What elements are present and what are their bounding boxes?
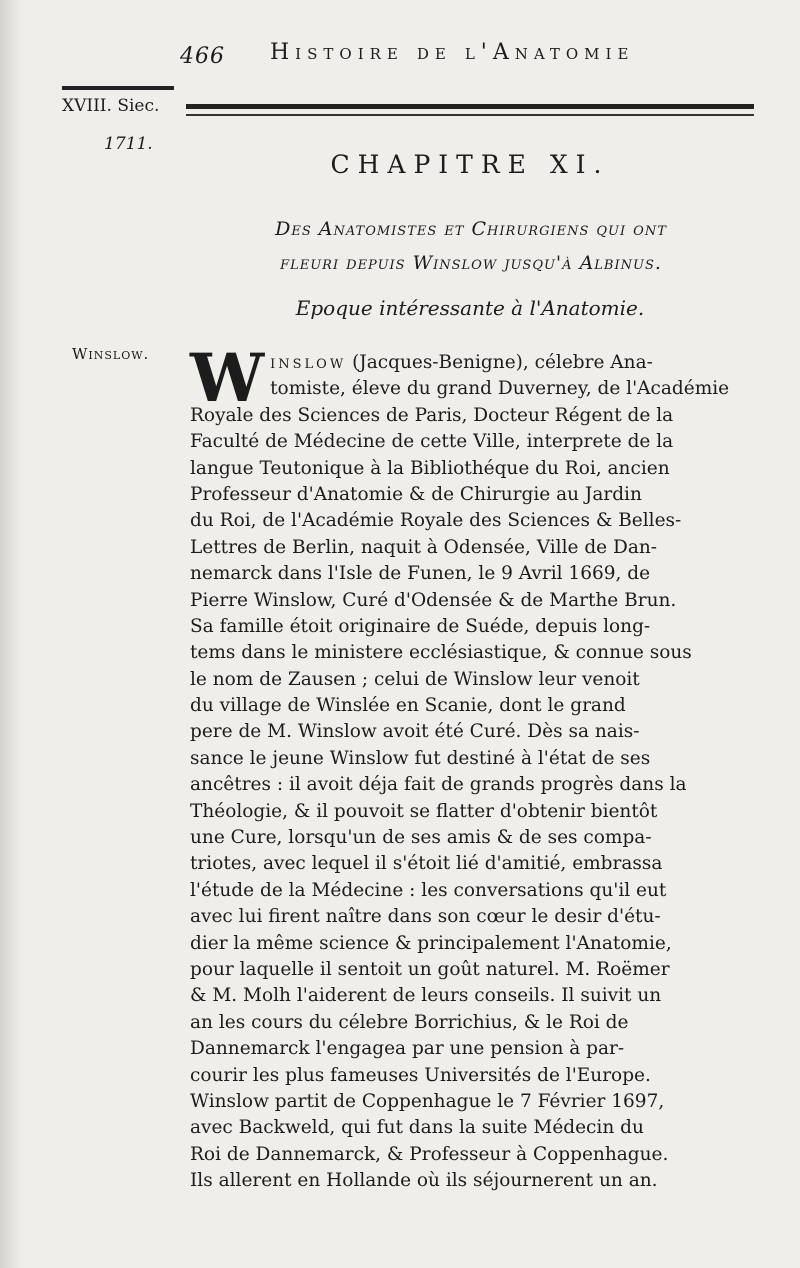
header-rule-thin (186, 114, 754, 116)
page-number: 466 (180, 44, 225, 69)
running-title: Histoire de l'Anatomie (270, 40, 635, 65)
body-line: du Roi, de l'Académie Royale des Sciences & Belles- (190, 510, 682, 532)
body-line: Ils allerent en Hollande où ils séjournerent un an. (190, 1170, 658, 1192)
body-line: courir les plus fameuses Universités de l'Europe. (190, 1064, 651, 1086)
body-line: une Cure, lorsqu'un de ses amis & de ses compa- (190, 827, 652, 849)
body-line: tomiste, éleve du grand Duverney, de l'Académie (270, 378, 730, 400)
body-line: tems dans le ministere ecclésiastique, & connue sous (190, 642, 692, 664)
body-line: Winslow partit de Coppenhague le 7 Février 1697, (190, 1090, 665, 1112)
body-line: avec lui firent naître dans son cœur le desir d'étu- (190, 906, 661, 928)
margin-year: 1711. (104, 134, 153, 154)
chapter-subtitle-line-2: fleuri depuis Winslow jusqu'à Albinus. (280, 252, 662, 274)
margin-century: XVIII. Siec. (62, 96, 160, 116)
body-line: Pierre Winslow, Curé d'Odensée & de Marthe Brun. (190, 589, 677, 611)
body-line: avec Backweld, qui fut dans la suite Médecin du (190, 1117, 644, 1139)
body-lines (190, 339, 760, 1195)
body-line: an les cours du célebre Borrichius, & le Roi de (190, 1011, 629, 1033)
body-line: pere de M. Winslow avoit été Curé. Dès sa nais- (190, 721, 640, 743)
body-line: Professeur d'Anatomie & de Chirurgie au Jardin (190, 483, 642, 505)
body-line: Faculté de Médecine de cette Ville, interprete de la (190, 431, 674, 453)
body-line: Dannemarck l'engagea par une pension à par- (190, 1038, 625, 1060)
body-text (190, 339, 760, 1195)
margin-note-winslow: Winslow. (72, 345, 150, 363)
body-line: & M. Molh l'aiderent de leurs conseils. Il suivit un (190, 985, 662, 1007)
body-line: sance le jeune Winslow fut destiné à l'état de ses (190, 747, 651, 769)
body-line: Royale des Sciences de Paris, Docteur Régent de la (190, 404, 674, 426)
body-line: Roi de Dannemarck, & Professeur à Coppenhague. (190, 1143, 669, 1165)
body-line: Lettres de Berlin, naquit à Odensée, Ville de Dan- (190, 536, 658, 558)
body-line: l'étude de la Médecine : les conversations qu'il eut (190, 879, 667, 901)
body-line: triotes, avec lequel il s'étoit lié d'amitié, embrassa (190, 853, 663, 875)
body-line: du village de Winslée en Scanie, dont le grand (190, 695, 626, 717)
chapter-subtitle (186, 212, 756, 280)
drop-cap: W (190, 339, 265, 417)
gutter-shadow (0, 0, 22, 1268)
chapter-title: CHAPITRE XI. (330, 150, 610, 179)
margin-rule (62, 86, 174, 90)
body-line: Sa famille étoit originaire de Suéde, depuis long- (190, 615, 651, 637)
body-line: inslow (Jacques-Benigne), célebre Ana- (270, 352, 653, 373)
show-through-text: ﾠ (200, 97, 217, 117)
first-word-rest: inslow (270, 352, 347, 373)
body-line: le nom de Zausen ; celui de Winslow leur venoit (190, 668, 640, 690)
body-line: ancêtres : il avoit déja fait de grands progrès dans la (190, 774, 687, 796)
body-line: pour laquelle il sentoit un goût naturel. M. Roëmer (190, 958, 670, 980)
chapter-epoch: Epoque intéressante à l'Anatomie. (295, 296, 645, 320)
body-line: Théologie, & il pouvoit se flatter d'obtenir bientôt (190, 800, 658, 822)
header-rule-thick (186, 104, 754, 109)
body-line: langue Teutonique à la Bibliothéque du Roi, ancien (190, 457, 670, 479)
chapter-subtitle-line-1: Des Anatomistes et Chirurgiens qui ont (275, 218, 667, 240)
body-line: nemarck dans l'Isle de Funen, le 9 Avril 1669, de (190, 563, 651, 585)
body-line: dier la même science & principalement l'Anatomie, (190, 932, 672, 954)
